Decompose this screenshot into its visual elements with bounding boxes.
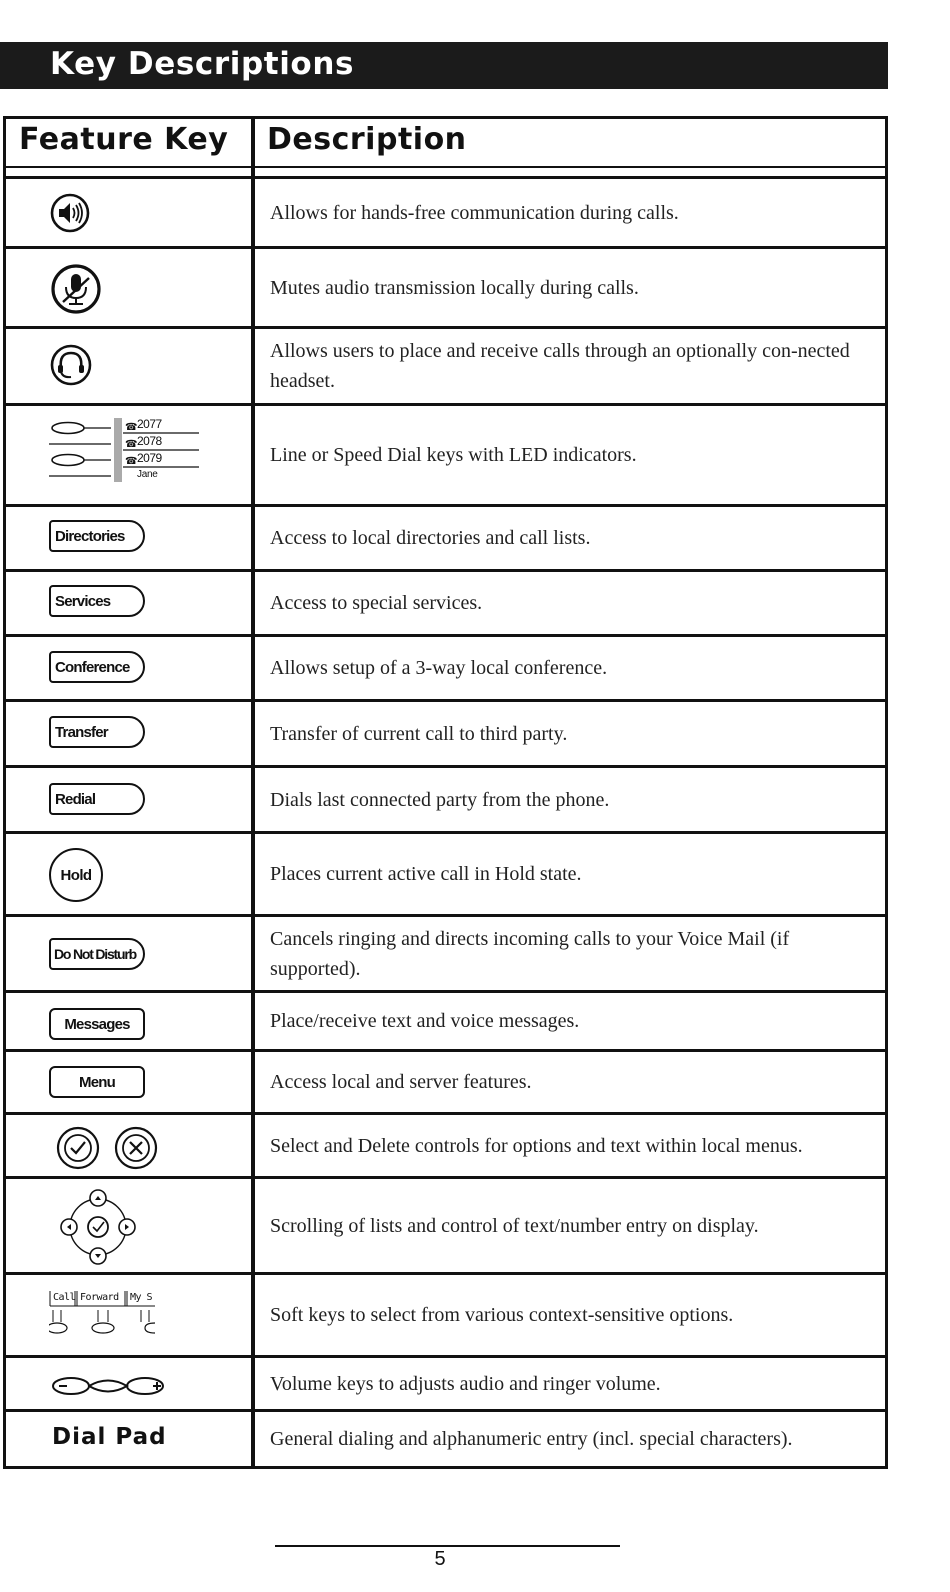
conference-key: Conference: [49, 651, 145, 683]
row-description: Allows setup of a 3-way local conference.: [270, 657, 608, 679]
svg-text:☎: ☎: [125, 439, 138, 450]
row-description: Places current active call in Hold state.: [270, 863, 582, 885]
row-description: Access to local directories and call lists.: [270, 527, 591, 549]
volume-keys-icon: [49, 1372, 169, 1400]
row-description: Select and Delete controls for options and text within local menus.: [270, 1134, 803, 1157]
table-border-right: [885, 116, 888, 1469]
line-key-label: 2077: [137, 417, 162, 431]
do-not-disturb-key: Do Not Disturb: [49, 938, 145, 970]
row-description: Soft keys to select from various context-sensitive options.: [270, 1304, 734, 1326]
table-border-bottom: [3, 1466, 888, 1469]
select-icon: [55, 1125, 101, 1171]
row-description: Transfer of current call to third party.: [270, 722, 568, 745]
soft-keys-icon: [49, 1288, 157, 1340]
row-description: Place/receive text and voice messages.: [270, 1010, 580, 1032]
row-description: General dialing and alphanumeric entry (incl. special characters).: [270, 1428, 793, 1450]
row-description: Access to special services.: [270, 592, 483, 614]
transfer-key: Transfer: [49, 716, 145, 748]
messages-key: Messages: [49, 1008, 145, 1040]
header-feature-key: Feature Key: [19, 122, 229, 157]
column-separator: [251, 116, 255, 1469]
section-banner: [0, 42, 888, 89]
line-keys-icon: [49, 416, 199, 486]
row-description: Cancels ringing and directs incoming calls to your Voice Mail (if supported).: [270, 927, 790, 980]
svg-text:☎: ☎: [125, 456, 138, 467]
soft-key-label: Forward: [80, 1292, 119, 1303]
header-rule-1: [3, 166, 888, 168]
row-description: Access local and server features.: [270, 1071, 532, 1093]
row-description: Line or Speed Dial keys with LED indicators.: [270, 444, 637, 466]
table-border-top: [3, 116, 888, 119]
services-key: Services: [49, 585, 145, 617]
menu-key: Menu: [49, 1066, 145, 1098]
line-key-label: 2079: [137, 451, 162, 465]
row-description: Volume keys to adjusts audio and ringer volume.: [270, 1372, 661, 1395]
row-description: Allows users to place and receive calls through an optionally con-nected headset.: [270, 340, 850, 392]
svg-text:☎: ☎: [125, 422, 138, 433]
speaker-icon: [49, 192, 91, 234]
mute-icon: [49, 262, 103, 316]
table-border-left: [3, 116, 6, 1469]
section-title: Key Descriptions: [50, 46, 355, 82]
page-number: 5: [434, 1548, 446, 1570]
hold-key: Hold: [49, 848, 103, 902]
directories-key: Directories: [49, 520, 145, 552]
line-key-label: Jane: [137, 469, 158, 480]
soft-key-label: My S: [130, 1292, 153, 1303]
dial-pad-label: Dial Pad: [52, 1424, 167, 1450]
header-description: Description: [267, 122, 467, 157]
row-description: Allows for hands-free communication during calls.: [270, 201, 679, 224]
row-description: Mutes audio transmission locally during calls.: [270, 276, 639, 299]
navigation-pad-icon: [57, 1186, 139, 1268]
key-descriptions-table: [3, 116, 888, 1469]
footer-rule: [275, 1545, 620, 1547]
headset-icon: [49, 343, 93, 387]
soft-key-label: Call: [53, 1292, 76, 1303]
select-delete-icons: [55, 1125, 165, 1171]
row-description: Scrolling of lists and control of text/number entry on display.: [270, 1214, 759, 1237]
row-description: Dials last connected party from the phone.: [270, 788, 610, 811]
delete-icon: [113, 1125, 159, 1171]
redial-key: Redial: [49, 783, 145, 815]
line-key-label: 2078: [137, 434, 162, 448]
